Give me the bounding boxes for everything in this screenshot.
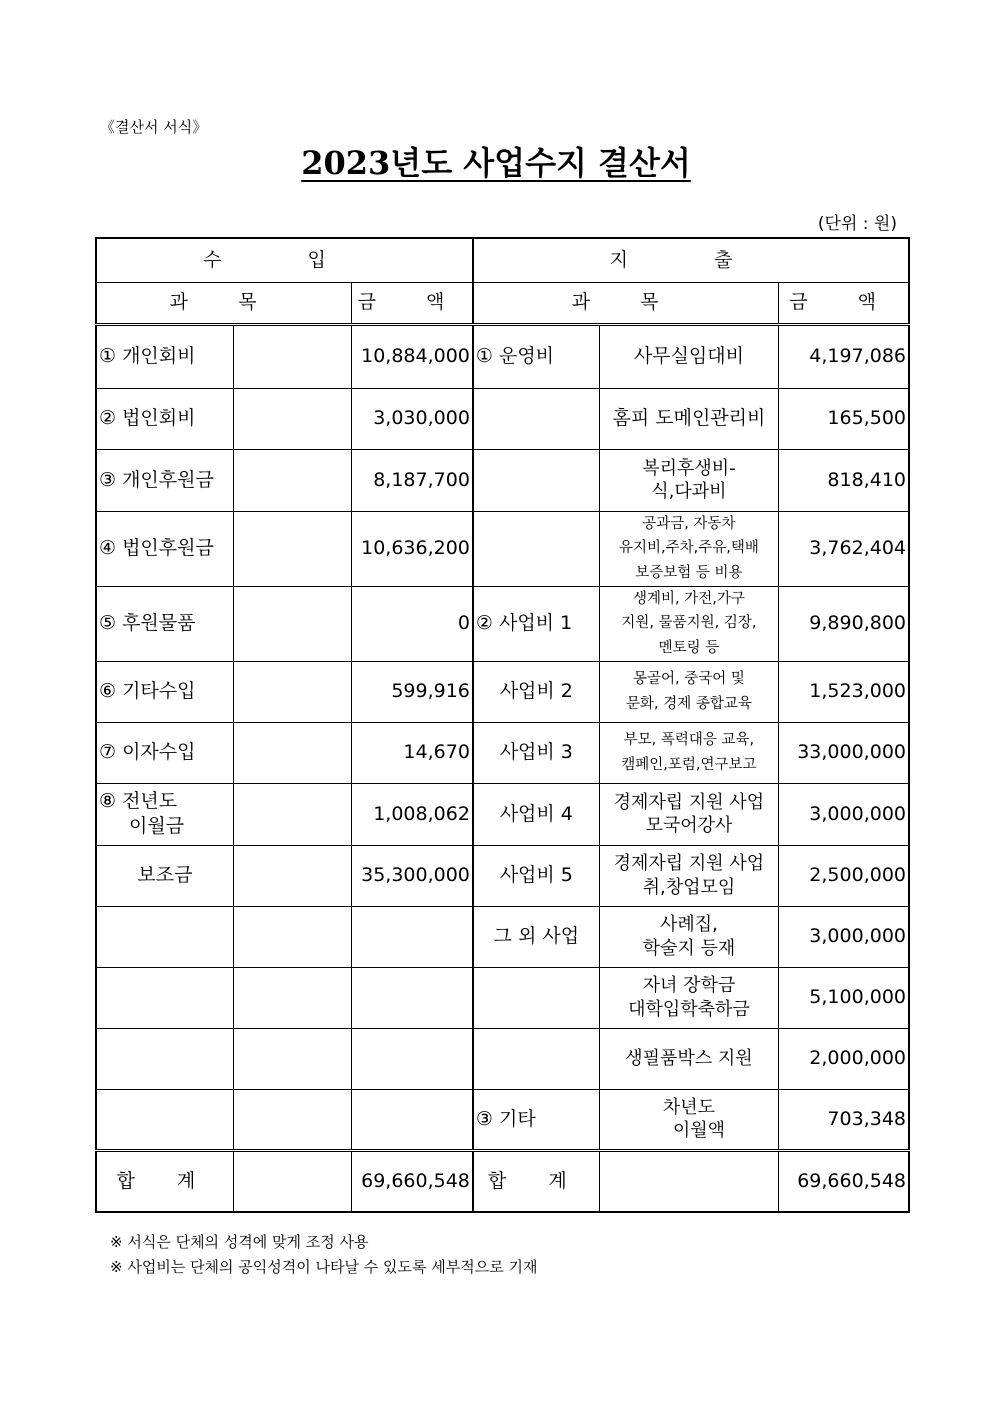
footnotes [110,1230,537,1280]
expense-detail: 부모, 폭력대응 교육, 캠페인,포럼,연구보고 [599,722,778,783]
expense-amount: 3,762,404 [779,511,909,586]
expense-category: 그 외 사업 [473,906,599,967]
expense-category: 사업비 4 [473,783,599,845]
expense-detail: 홈피 도메인관리비 [599,388,778,449]
expense-amount: 1,523,000 [779,661,909,722]
table-row [96,845,909,906]
income-header: 수 입 [96,238,473,282]
income-item: ② 법인회비 [96,388,233,449]
expense-detail: 생필품박스 지원 [599,1028,778,1089]
unit-label: (단위 : 원) [817,214,897,234]
expense-total-amount: 69,660,548 [779,1150,909,1212]
form-label: 《결산서 서식》 [100,118,208,136]
document-title-text: 2023년도 사업수지 결산서 [301,144,691,182]
expense-category [473,1028,599,1089]
total-row [96,1150,909,1212]
document-title [0,138,992,184]
expense-category: ③ 기타 [473,1089,599,1150]
expense-detail: 생계비, 가전,가구 지원, 물품지원, 김장, 멘토링 등 [599,586,778,661]
income-item: 보조금 [96,845,233,906]
expense-detail: 몽골어, 중국어 및 문화, 경제 종합교육 [599,661,778,722]
expense-amount: 2,000,000 [779,1028,909,1089]
income-amount: 3,030,000 [352,388,473,449]
expense-amount: 4,197,086 [779,324,909,388]
expense-detail: 차년도 이월액 [599,1089,778,1150]
footnote: ※ 서식은 단체의 성격에 맞게 조정 사용 [110,1233,369,1251]
expense-amount: 818,410 [779,449,909,511]
expense-total-label: 합 계 [473,1150,599,1212]
income-item: ③ 개인후원금 [96,449,233,511]
expense-detail: 자녀 장학금 대학입학축하금 [599,967,778,1028]
expense-detail: 사무실임대비 [599,324,778,388]
expense-category [473,449,599,511]
income-total-amount: 69,660,548 [352,1150,473,1212]
income-item: ⑧ 전년도 이월금 [96,783,233,845]
table-row [96,783,909,845]
section-header-row [96,238,909,282]
expense-amount: 165,500 [779,388,909,449]
income-amount: 14,670 [352,722,473,783]
expense-amount: 5,100,000 [779,967,909,1028]
footnote: ※ 사업비는 단체의 공익성격이 나타날 수 있도록 세부적으로 기재 [110,1257,538,1276]
expense-detail: 경제자립 지원 사업 모국어강사 [599,783,778,845]
table-row [96,661,909,722]
expense-category: 사업비 3 [473,722,599,783]
expense-header: 지 출 [473,238,909,282]
expense-amount: 33,000,000 [779,722,909,783]
table-row [96,511,909,586]
table-row [96,1089,909,1150]
income-amount: 35,300,000 [352,845,473,906]
column-header-row [96,282,909,324]
income-amount: 10,884,000 [352,324,473,388]
table-row [96,324,909,388]
table-row [96,586,909,661]
income-item: ⑦ 이자수입 [96,722,233,783]
income-total-label: 합 계 [96,1150,233,1212]
expense-category: 사업비 2 [473,661,599,722]
expense-category [473,967,599,1028]
table-row [96,449,909,511]
expense-category [473,388,599,449]
expense-detail: 복리후생비- 식,다과비 [599,449,778,511]
expense-detail: 사례집, 학술지 등재 [599,906,778,967]
table-row [96,906,909,967]
income-amount: 8,187,700 [352,449,473,511]
expense-detail: 공과금, 자동차 유지비,주차,주유,택배 보증보험 등 비용 [599,511,778,586]
expense-detail: 경제자립 지원 사업 취,창업모임 [599,845,778,906]
expense-amount: 3,000,000 [779,783,909,845]
table-row [96,388,909,449]
settlement-table [95,237,910,1213]
expense-category [473,511,599,586]
expense-amount: 703,348 [779,1089,909,1150]
income-item: ⑤ 후원물품 [96,586,233,661]
expense-amount-header: 금 액 [779,282,909,324]
income-amount: 599,916 [352,661,473,722]
income-amount-header: 금 액 [352,282,473,324]
table-row [96,722,909,783]
table-row [96,967,909,1028]
expense-amount: 9,890,800 [779,586,909,661]
income-amount: 1,008,062 [352,783,473,845]
expense-amount: 3,000,000 [779,906,909,967]
income-item-header: 과 목 [96,282,352,324]
expense-amount: 2,500,000 [779,845,909,906]
income-item: ④ 법인후원금 [96,511,233,586]
expense-item-header: 과 목 [473,282,779,324]
income-amount: 10,636,200 [352,511,473,586]
expense-category: 사업비 5 [473,845,599,906]
income-item: ① 개인회비 [96,324,233,388]
table-row [96,1028,909,1089]
income-amount: 0 [352,586,473,661]
expense-category: ① 운영비 [473,324,599,388]
expense-category: ② 사업비 1 [473,586,599,661]
income-item: ⑥ 기타수입 [96,661,233,722]
